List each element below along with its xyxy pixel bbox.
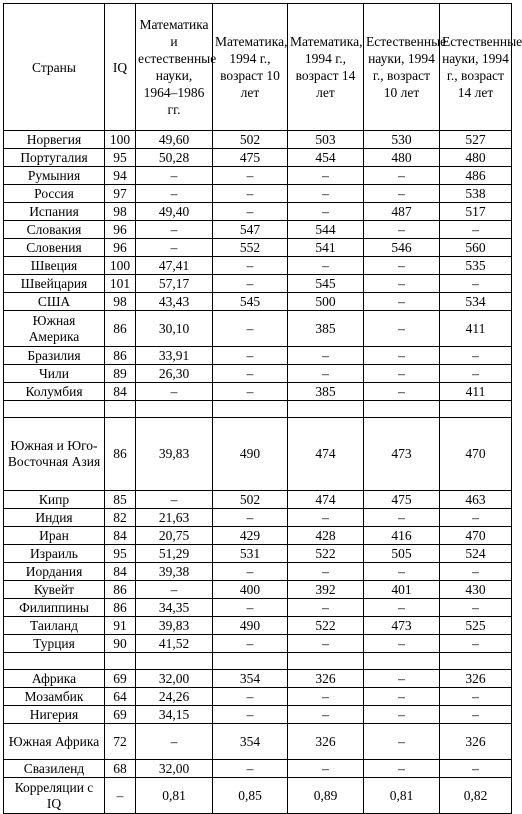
science-1994-age14-cell: 524 xyxy=(440,545,512,563)
math-1994-age14-cell: 326 xyxy=(288,724,364,760)
math-1994-age14-cell: 545 xyxy=(288,275,364,293)
iq-cell: 94 xyxy=(105,167,136,185)
math-science-1964-1986-cell: – xyxy=(136,239,213,257)
iq-cell: 85 xyxy=(105,491,136,509)
math-1994-age10-cell: 502 xyxy=(213,131,288,149)
math-1994-age10-cell: 490 xyxy=(213,418,288,491)
math-1994-age14-cell: 454 xyxy=(288,149,364,167)
math-1994-age10-cell: 400 xyxy=(213,581,288,599)
country-cell: Швейцария xyxy=(4,275,105,293)
table-row xyxy=(4,239,512,257)
table-row xyxy=(4,203,512,221)
iq-cell: 86 xyxy=(105,311,136,347)
science-1994-age10-cell: – xyxy=(364,221,440,239)
math-1994-age14-cell: – xyxy=(288,257,364,275)
science-1994-age10-cell: – xyxy=(364,383,440,401)
math-1994-age14-cell: – xyxy=(288,563,364,581)
table-row xyxy=(4,760,512,778)
science-1994-age14-cell: 480 xyxy=(440,149,512,167)
iq-cell: 96 xyxy=(105,221,136,239)
math-science-1964-1986-cell: 34,35 xyxy=(136,599,213,617)
math-1994-age10-cell: – xyxy=(213,185,288,203)
math-1994-age14-cell: – xyxy=(288,203,364,221)
iq-cell: 84 xyxy=(105,527,136,545)
math-1994-age10-cell: 490 xyxy=(213,617,288,635)
country-cell: Словакия xyxy=(4,221,105,239)
iq-cell: 101 xyxy=(105,275,136,293)
math-1994-age10-cell: – xyxy=(213,275,288,293)
iq-cell: 98 xyxy=(105,293,136,311)
country-cell: Бразилия xyxy=(4,347,105,365)
iq-cell: 86 xyxy=(105,418,136,491)
iq-cell: 69 xyxy=(105,706,136,724)
iq-cell: 96 xyxy=(105,239,136,257)
country-cell: Испания xyxy=(4,203,105,221)
science-1994-age10-cell: 401 xyxy=(364,581,440,599)
math-1994-age14-cell: – xyxy=(288,635,364,653)
math-1994-age14-cell: – xyxy=(288,599,364,617)
iq-cell: 89 xyxy=(105,365,136,383)
iq-scores-table xyxy=(3,3,522,814)
country-cell: Южная и Юго-Восточная Азия xyxy=(4,418,105,491)
math-1994-age10-cell: – xyxy=(213,347,288,365)
math-1994-age14-cell: 474 xyxy=(288,418,364,491)
country-cell: Нигерия xyxy=(4,706,105,724)
header-science-1994-age10: Естественные науки, 1994 г., возраст 10 лет xyxy=(364,4,440,131)
science-1994-age10-cell: – xyxy=(364,706,440,724)
math-1994-age10-cell: – xyxy=(213,760,288,778)
math-science-1964-1986-cell: 32,00 xyxy=(136,760,213,778)
science-1994-age14-cell: – xyxy=(440,599,512,617)
math-science-1964-1986-cell: 21,63 xyxy=(136,509,213,527)
math-1994-age10-cell: 531 xyxy=(213,545,288,563)
iq-cell: – xyxy=(105,778,136,814)
iq-cell: 95 xyxy=(105,149,136,167)
iq-cell: 97 xyxy=(105,185,136,203)
table-row xyxy=(4,293,512,311)
math-1994-age14-cell: 541 xyxy=(288,239,364,257)
iq-cell: 84 xyxy=(105,563,136,581)
math-1994-age10-cell: – xyxy=(213,383,288,401)
math-1994-age14-cell: 385 xyxy=(288,311,364,347)
country-cell: Таиланд xyxy=(4,617,105,635)
country-cell: Израиль xyxy=(4,545,105,563)
country-cell: Иордания xyxy=(4,563,105,581)
science-1994-age10-cell: – xyxy=(364,509,440,527)
science-1994-age10-cell: 473 xyxy=(364,418,440,491)
math-1994-age10-cell: 354 xyxy=(213,670,288,688)
science-1994-age10-cell: 505 xyxy=(364,545,440,563)
iq-cell: 86 xyxy=(105,581,136,599)
table-row xyxy=(4,383,512,401)
table-row xyxy=(4,418,512,491)
table-row xyxy=(4,347,512,365)
header-math-1994-age14: Математика, 1994 г., возраст 14 лет xyxy=(288,4,364,131)
iq-cell: 95 xyxy=(105,545,136,563)
math-1994-age10-cell: 0,85 xyxy=(213,778,288,814)
science-1994-age14-cell: 326 xyxy=(440,724,512,760)
math-science-1964-1986-cell: 24,26 xyxy=(136,688,213,706)
country-cell: Южная Африка xyxy=(4,724,105,760)
science-1994-age14-cell: 470 xyxy=(440,418,512,491)
math-1994-age14-cell: 522 xyxy=(288,545,364,563)
math-1994-age14-cell: – xyxy=(288,185,364,203)
header-math-science-1964-1986: Математика и естественные науки, 1964–1986 гг. xyxy=(136,4,213,131)
science-1994-age14-cell: 470 xyxy=(440,527,512,545)
science-1994-age10-cell: 0,81 xyxy=(364,778,440,814)
math-1994-age14-cell: – xyxy=(288,706,364,724)
iq-cell: 98 xyxy=(105,203,136,221)
math-1994-age10-cell: – xyxy=(213,706,288,724)
science-1994-age14-cell: – xyxy=(440,706,512,724)
iq-cell: 72 xyxy=(105,724,136,760)
math-1994-age10-cell: – xyxy=(213,563,288,581)
math-science-1964-1986-cell: 41,52 xyxy=(136,635,213,653)
math-science-1964-1986-cell: 43,43 xyxy=(136,293,213,311)
math-science-1964-1986-cell: – xyxy=(136,185,213,203)
table-row xyxy=(4,185,512,203)
science-1994-age10-cell: 546 xyxy=(364,239,440,257)
math-science-1964-1986-cell: – xyxy=(136,383,213,401)
science-1994-age10-cell: – xyxy=(364,347,440,365)
country-cell xyxy=(4,401,105,418)
iq-cell: 69 xyxy=(105,670,136,688)
country-cell: США xyxy=(4,293,105,311)
science-1994-age10-cell: – xyxy=(364,599,440,617)
math-1994-age14-cell: 0,89 xyxy=(288,778,364,814)
math-1994-age14-cell: – xyxy=(288,365,364,383)
table-row xyxy=(4,778,512,814)
math-1994-age14-cell: 474 xyxy=(288,491,364,509)
math-science-1964-1986-cell: 57,17 xyxy=(136,275,213,293)
country-cell: Южная Америка xyxy=(4,311,105,347)
science-1994-age10-cell: – xyxy=(364,760,440,778)
science-1994-age10-cell: 416 xyxy=(364,527,440,545)
science-1994-age14-cell: 463 xyxy=(440,491,512,509)
country-cell: Румыния xyxy=(4,167,105,185)
math-science-1964-1986-cell: – xyxy=(136,491,213,509)
country-cell: Чили xyxy=(4,365,105,383)
header-math-1994-age10: Математика, 1994 г., возраст 10 лет xyxy=(213,4,288,131)
science-1994-age10-cell: – xyxy=(364,167,440,185)
iq-cell: 84 xyxy=(105,383,136,401)
science-1994-age10-cell: 475 xyxy=(364,491,440,509)
math-science-1964-1986-cell: – xyxy=(136,581,213,599)
math-science-1964-1986-cell: 51,29 xyxy=(136,545,213,563)
table-row xyxy=(4,724,512,760)
table-row xyxy=(4,401,512,418)
math-1994-age14-cell: 503 xyxy=(288,131,364,149)
country-cell: Норвегия xyxy=(4,131,105,149)
country-cell: Словения xyxy=(4,239,105,257)
math-1994-age14-cell: 428 xyxy=(288,527,364,545)
iq-cell: 86 xyxy=(105,347,136,365)
science-1994-age14-cell: 430 xyxy=(440,581,512,599)
table-row xyxy=(4,670,512,688)
science-1994-age14-cell xyxy=(440,401,512,418)
science-1994-age14-cell: 486 xyxy=(440,167,512,185)
science-1994-age10-cell: – xyxy=(364,724,440,760)
iq-cell: 82 xyxy=(105,509,136,527)
math-1994-age14-cell: – xyxy=(288,760,364,778)
iq-cell xyxy=(105,401,136,418)
table-row xyxy=(4,257,512,275)
table-row xyxy=(4,311,512,347)
table-row xyxy=(4,221,512,239)
math-1994-age10-cell xyxy=(213,653,288,670)
science-1994-age14-cell: 326 xyxy=(440,670,512,688)
country-cell: Иран xyxy=(4,527,105,545)
math-1994-age10-cell: – xyxy=(213,509,288,527)
iq-cell: 100 xyxy=(105,131,136,149)
country-cell: Кипр xyxy=(4,491,105,509)
science-1994-age14-cell: – xyxy=(440,221,512,239)
math-science-1964-1986-cell: 47,41 xyxy=(136,257,213,275)
math-science-1964-1986-cell: – xyxy=(136,221,213,239)
science-1994-age14-cell: – xyxy=(440,509,512,527)
country-cell: Россия xyxy=(4,185,105,203)
table-row xyxy=(4,599,512,617)
math-science-1964-1986-cell: 34,15 xyxy=(136,706,213,724)
math-science-1964-1986-cell: 39,83 xyxy=(136,418,213,491)
country-cell: Свазиленд xyxy=(4,760,105,778)
iq-cell: 86 xyxy=(105,599,136,617)
math-science-1964-1986-cell: 30,10 xyxy=(136,311,213,347)
math-1994-age10-cell: 429 xyxy=(213,527,288,545)
science-1994-age14-cell: 411 xyxy=(440,383,512,401)
table-row xyxy=(4,617,512,635)
math-1994-age10-cell xyxy=(213,401,288,418)
table-row xyxy=(4,635,512,653)
math-1994-age10-cell: 502 xyxy=(213,491,288,509)
science-1994-age14-cell: 560 xyxy=(440,239,512,257)
header-row xyxy=(4,4,512,131)
math-1994-age14-cell: 544 xyxy=(288,221,364,239)
science-1994-age14-cell: – xyxy=(440,760,512,778)
iq-cell: 68 xyxy=(105,760,136,778)
iq-cell: 100 xyxy=(105,257,136,275)
iq-cell: 90 xyxy=(105,635,136,653)
math-1994-age10-cell: – xyxy=(213,599,288,617)
math-science-1964-1986-cell: – xyxy=(136,724,213,760)
science-1994-age10-cell: – xyxy=(364,257,440,275)
math-1994-age14-cell: 522 xyxy=(288,617,364,635)
table-body xyxy=(4,131,512,814)
science-1994-age10-cell: – xyxy=(364,563,440,581)
science-1994-age10-cell: – xyxy=(364,670,440,688)
math-1994-age10-cell: – xyxy=(213,635,288,653)
math-1994-age14-cell: 326 xyxy=(288,670,364,688)
math-1994-age14-cell xyxy=(288,653,364,670)
science-1994-age10-cell: 530 xyxy=(364,131,440,149)
science-1994-age14-cell: – xyxy=(440,347,512,365)
math-1994-age10-cell: 475 xyxy=(213,149,288,167)
science-1994-age10-cell: – xyxy=(364,365,440,383)
math-1994-age10-cell: – xyxy=(213,257,288,275)
country-cell xyxy=(4,653,105,670)
science-1994-age14-cell: 525 xyxy=(440,617,512,635)
science-1994-age10-cell: 480 xyxy=(364,149,440,167)
science-1994-age14-cell: 0,82 xyxy=(440,778,512,814)
science-1994-age14-cell: – xyxy=(440,563,512,581)
math-1994-age10-cell: – xyxy=(213,167,288,185)
math-1994-age10-cell: – xyxy=(213,311,288,347)
science-1994-age14-cell: 527 xyxy=(440,131,512,149)
math-science-1964-1986-cell xyxy=(136,401,213,418)
math-science-1964-1986-cell: 50,28 xyxy=(136,149,213,167)
table-row xyxy=(4,545,512,563)
country-cell: Португалия xyxy=(4,149,105,167)
table-row xyxy=(4,131,512,149)
science-1994-age14-cell: 411 xyxy=(440,311,512,347)
math-science-1964-1986-cell: 39,83 xyxy=(136,617,213,635)
country-cell: Индия xyxy=(4,509,105,527)
table-row xyxy=(4,527,512,545)
math-science-1964-1986-cell xyxy=(136,653,213,670)
math-science-1964-1986-cell: 49,40 xyxy=(136,203,213,221)
country-cell: Корреляции с IQ xyxy=(4,778,105,814)
table-row xyxy=(4,491,512,509)
math-1994-age10-cell: 547 xyxy=(213,221,288,239)
science-1994-age10-cell xyxy=(364,401,440,418)
country-cell: Африка xyxy=(4,670,105,688)
table-row xyxy=(4,653,512,670)
science-1994-age10-cell: 473 xyxy=(364,617,440,635)
math-1994-age14-cell: – xyxy=(288,509,364,527)
country-cell: Филиппины xyxy=(4,599,105,617)
science-1994-age14-cell: 534 xyxy=(440,293,512,311)
math-1994-age10-cell: 545 xyxy=(213,293,288,311)
country-cell: Колумбия xyxy=(4,383,105,401)
table-row xyxy=(4,706,512,724)
science-1994-age14-cell: 535 xyxy=(440,257,512,275)
math-science-1964-1986-cell: 33,91 xyxy=(136,347,213,365)
table-row xyxy=(4,275,512,293)
header-iq: IQ xyxy=(105,4,136,131)
math-science-1964-1986-cell: 26,30 xyxy=(136,365,213,383)
math-science-1964-1986-cell: 20,75 xyxy=(136,527,213,545)
science-1994-age10-cell: – xyxy=(364,185,440,203)
science-1994-age14-cell: – xyxy=(440,275,512,293)
science-1994-age14-cell: – xyxy=(440,365,512,383)
math-1994-age10-cell: 354 xyxy=(213,724,288,760)
table-row xyxy=(4,365,512,383)
math-science-1964-1986-cell: 32,00 xyxy=(136,670,213,688)
science-1994-age10-cell: – xyxy=(364,293,440,311)
science-1994-age14-cell: – xyxy=(440,688,512,706)
table-row xyxy=(4,167,512,185)
math-1994-age14-cell: 392 xyxy=(288,581,364,599)
science-1994-age14-cell xyxy=(440,653,512,670)
header-science-1994-age14: Естественные науки, 1994 г., возраст 14 лет xyxy=(440,4,512,131)
iq-cell: 64 xyxy=(105,688,136,706)
iq-cell: 91 xyxy=(105,617,136,635)
math-1994-age14-cell: 385 xyxy=(288,383,364,401)
math-science-1964-1986-cell: 49,60 xyxy=(136,131,213,149)
science-1994-age10-cell: – xyxy=(364,275,440,293)
science-1994-age14-cell: 538 xyxy=(440,185,512,203)
science-1994-age10-cell: – xyxy=(364,688,440,706)
science-1994-age10-cell: – xyxy=(364,311,440,347)
table-row xyxy=(4,149,512,167)
math-1994-age14-cell: 500 xyxy=(288,293,364,311)
header-countries: Страны xyxy=(4,4,105,131)
math-1994-age14-cell xyxy=(288,401,364,418)
math-1994-age10-cell: – xyxy=(213,203,288,221)
math-science-1964-1986-cell: – xyxy=(136,167,213,185)
country-cell: Швеция xyxy=(4,257,105,275)
table-row xyxy=(4,688,512,706)
science-1994-age14-cell: 517 xyxy=(440,203,512,221)
country-cell: Турция xyxy=(4,635,105,653)
science-1994-age10-cell xyxy=(364,653,440,670)
country-cell: Кувейт xyxy=(4,581,105,599)
math-1994-age14-cell: – xyxy=(288,347,364,365)
table-row xyxy=(4,581,512,599)
math-1994-age10-cell: – xyxy=(213,688,288,706)
math-science-1964-1986-cell: 39,38 xyxy=(136,563,213,581)
math-science-1964-1986-cell: 0,81 xyxy=(136,778,213,814)
table-row xyxy=(4,563,512,581)
science-1994-age10-cell: – xyxy=(364,635,440,653)
math-1994-age10-cell: 552 xyxy=(213,239,288,257)
science-1994-age14-cell: – xyxy=(440,635,512,653)
iq-cell xyxy=(105,653,136,670)
math-1994-age14-cell: – xyxy=(288,167,364,185)
table-row xyxy=(4,509,512,527)
math-1994-age10-cell: – xyxy=(213,365,288,383)
science-1994-age10-cell: 487 xyxy=(364,203,440,221)
math-1994-age14-cell: – xyxy=(288,688,364,706)
country-cell: Мозамбик xyxy=(4,688,105,706)
